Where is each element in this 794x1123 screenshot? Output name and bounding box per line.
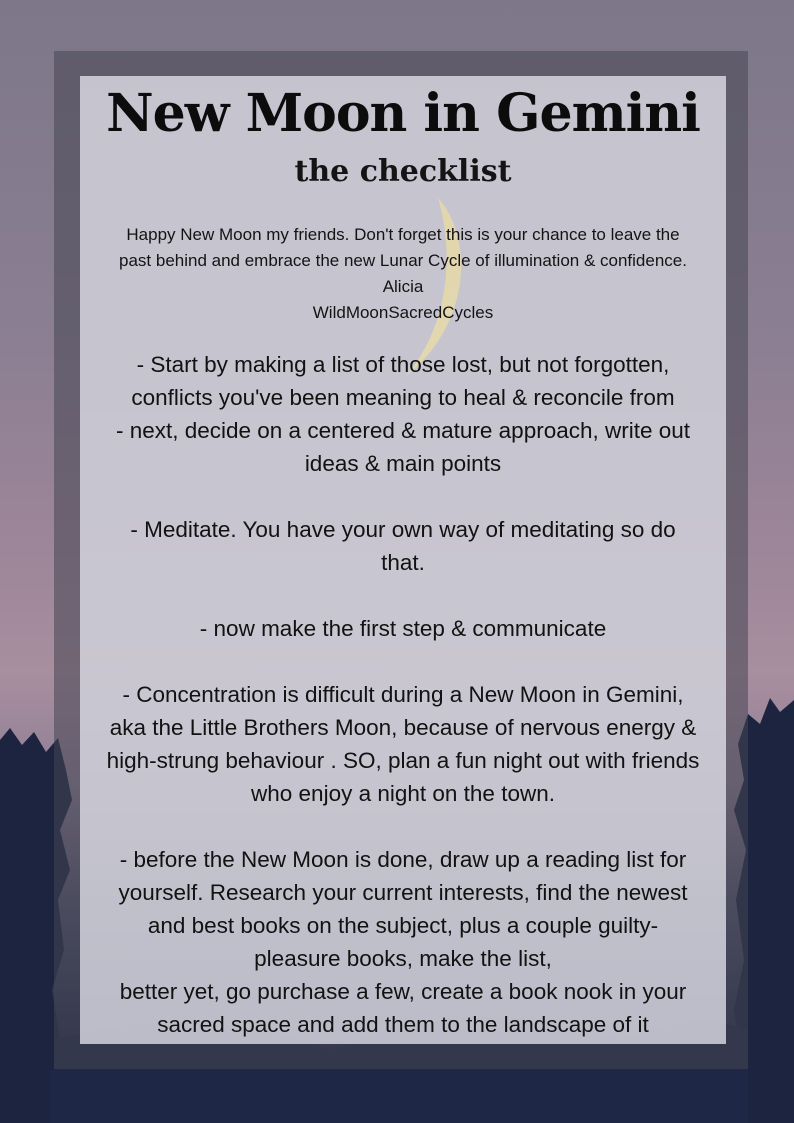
checklist-line: that. — [381, 550, 425, 575]
checklist-panel — [80, 76, 726, 1044]
checklist-item — [80, 513, 726, 579]
checklist-line: aka the Little Brothers Moon, because of nervous energy & — [109, 715, 697, 740]
checklist-item — [80, 843, 726, 1041]
checklist-line: high-strung behaviour . SO, plan a fun night out with friends — [106, 748, 700, 773]
intro-message — [80, 222, 726, 326]
checklist-line: sacred space and add them to the landscape of it — [157, 1012, 649, 1037]
checklist-line: pleasure books, make the list, — [254, 946, 552, 971]
checklist-line: - Meditate. You have your own way of meditating so do — [130, 517, 676, 542]
intro-line: past behind and embrace the new Lunar Cycle of illumination & confidence. — [119, 251, 687, 270]
page-title: New Moon in Gemini — [106, 83, 700, 144]
checklist-item — [80, 678, 726, 810]
checklist-line: conflicts you've been meaning to heal & reconcile from — [131, 385, 675, 410]
checklist-line: yourself. Research your current interests, find the newest — [118, 880, 688, 905]
checklist-item — [80, 414, 726, 480]
author-signature: Alicia — [382, 277, 424, 296]
intro-line: Happy New Moon my friends. Don't forget this is your chance to leave the — [126, 225, 680, 244]
checklist-item — [80, 612, 726, 645]
checklist-line: - before the New Moon is done, draw up a reading list for — [119, 847, 687, 872]
checklist — [80, 348, 726, 1041]
checklist-line: and best books on the subject, plus a couple guilty- — [147, 913, 659, 938]
checklist-line: - Start by making a list of those lost, but not forgotten, — [136, 352, 670, 377]
checklist-line: - now make the first step & communicate — [199, 616, 607, 641]
checklist-line: better yet, go purchase a few, create a book nook in your — [119, 979, 687, 1004]
checklist-line: ideas & main points — [304, 451, 502, 476]
checklist-line: - next, decide on a centered & mature approach, write out — [115, 418, 691, 443]
checklist-line: - Concentration is difficult during a New Moon in Gemini, — [122, 682, 684, 707]
brand-name: WildMoonSacredCycles — [312, 303, 494, 322]
page-subtitle: the checklist — [294, 154, 512, 189]
checklist-line: who enjoy a night on the town. — [251, 781, 555, 806]
checklist-item — [80, 348, 726, 414]
